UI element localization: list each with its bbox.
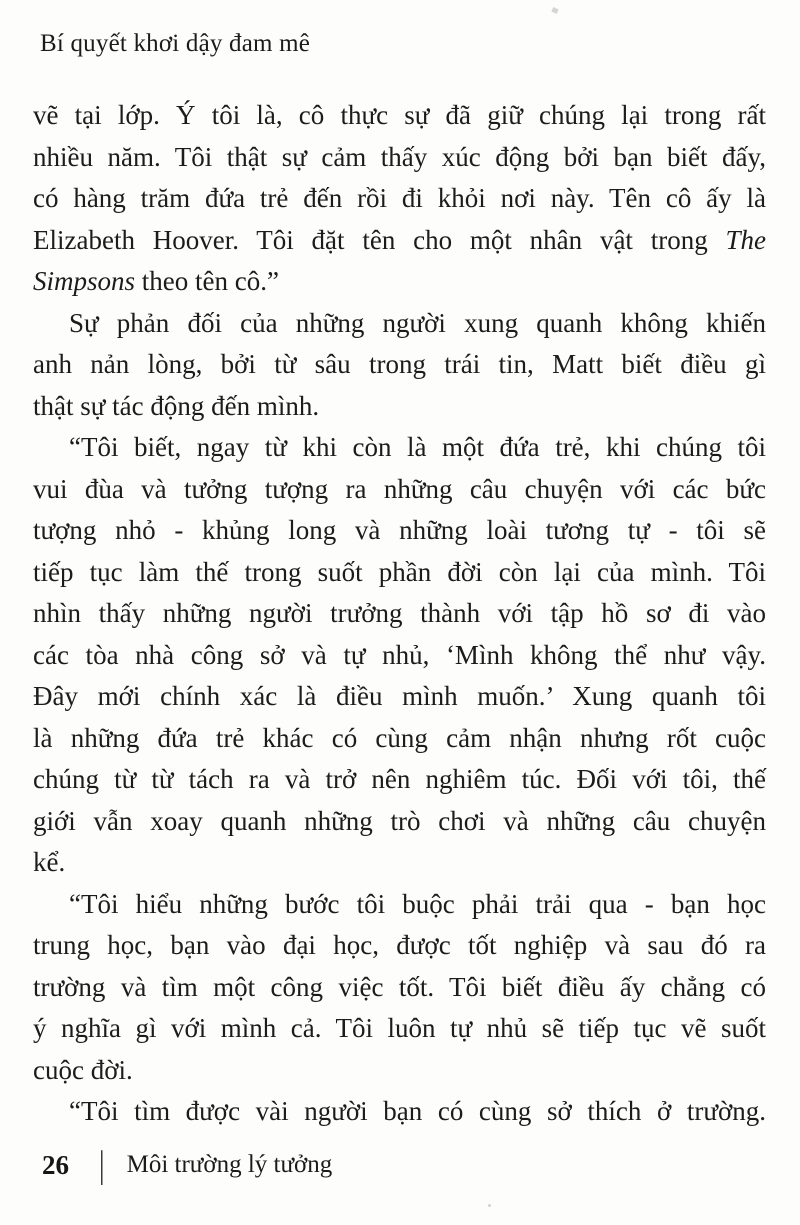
text-run: anh nản lòng, bởi từ sâu trong trái tin, Matt biết điều gì — [33, 349, 766, 379]
text-line — [33, 1008, 766, 1050]
text-line — [33, 303, 766, 345]
text-line — [33, 801, 766, 843]
text-run: chúng từ từ tách ra và trở nên nghiêm túc. Đối với tôi, thế — [33, 764, 766, 794]
text-line — [33, 925, 766, 967]
text-line — [33, 552, 766, 594]
text-line — [33, 469, 766, 511]
paragraph — [33, 95, 766, 303]
text-line — [33, 1091, 766, 1133]
text-run: “Tôi biết, ngay từ khi còn là một đứa trẻ, khi chúng tôi — [69, 432, 766, 462]
text-line — [33, 842, 766, 884]
text-line — [33, 718, 766, 760]
text-line — [33, 635, 766, 677]
footer-section-title: Môi trường lý tưởng — [126, 1151, 333, 1178]
footer-divider: | — [99, 1144, 105, 1186]
italic-text-run: The — [725, 224, 766, 255]
text-run: vẽ tại lớp. Ý tôi là, cô thực sự đã giữ chúng lại trong rất — [33, 100, 766, 130]
text-run: nhiều năm. Tôi thật sự cảm thấy xúc động bởi bạn biết đấy, — [33, 141, 766, 172]
text-run: “Tôi tìm được vài người bạn có cùng sở thích ở trường. — [69, 1096, 766, 1126]
text-line — [33, 386, 766, 428]
text-run: cuộc đời. — [33, 1054, 133, 1085]
text-run: trung học, bạn vào đại học, được tốt nghiệp và sau đó ra — [33, 930, 766, 960]
text-run: là những đứa trẻ khác có cùng cảm nhận nhưng rốt cuộc — [33, 722, 766, 753]
text-line — [33, 220, 766, 262]
paragraph — [33, 303, 766, 428]
page-body — [33, 95, 766, 1133]
text-run: có hàng trăm đứa trẻ đến rồi đi khỏi nơi này. Tên cô ấy là — [33, 183, 766, 213]
running-header: Bí quyết khơi dậy đam mê — [40, 30, 311, 57]
text-line — [33, 95, 766, 137]
text-run: tiếp tục làm thế trong suốt phần đời còn lại của mình. Tôi — [33, 556, 766, 587]
text-run: ý nghĩa gì với mình cả. Tôi luôn tự nhủ sẽ tiếp tục vẽ suốt — [33, 1013, 766, 1043]
text-run: Đây mới chính xác là điều mình muốn.’ Xung quanh tôi — [33, 681, 766, 711]
paragraph — [33, 427, 766, 884]
text-run: trường và tìm một công việc tốt. Tôi biết điều ấy chẳng có — [33, 971, 766, 1002]
text-run: nhìn thấy những người trưởng thành với tập hồ sơ đi vào — [33, 598, 766, 628]
text-run: thật sự tác động đến mình. — [33, 390, 320, 421]
text-run: “Tôi hiểu những bước tôi buộc phải trải qua - bạn học — [69, 888, 766, 919]
text-run: Sự phản đối của những người xung quanh không khiến — [69, 307, 766, 338]
text-run: các tòa nhà công sở và tự nhủ, ‘Mình không thể như vậy. — [33, 639, 766, 670]
text-line — [33, 261, 766, 303]
paragraph — [33, 1091, 766, 1133]
scan-artifact — [488, 1204, 491, 1207]
page-number: 26 — [42, 1149, 69, 1180]
text-line — [33, 1050, 766, 1092]
text-line — [33, 344, 766, 386]
scan-artifact — [551, 7, 559, 14]
text-line — [33, 427, 766, 469]
text-line — [33, 967, 766, 1009]
text-line — [33, 759, 766, 801]
text-line — [33, 884, 766, 926]
page-footer — [42, 1146, 332, 1184]
text-line — [33, 593, 766, 635]
text-line — [33, 510, 766, 552]
text-run: theo tên cô.” — [135, 266, 279, 296]
text-line — [33, 676, 766, 718]
text-run: tượng nhỏ - khủng long và những loài tương tự - tôi sẽ — [33, 515, 766, 545]
text-line — [33, 137, 766, 179]
italic-text-run: Simpsons — [33, 266, 136, 296]
text-run: vui đùa và tưởng tượng ra những câu chuyện với các bức — [33, 473, 766, 504]
text-line — [33, 178, 766, 220]
text-run: kể. — [33, 847, 66, 877]
text-run: giới vẫn xoay quanh những trò chơi và những câu chuyện — [33, 805, 766, 836]
paragraph — [33, 884, 766, 1092]
text-run: Elizabeth Hoover. Tôi đặt tên cho một nhân vật trong — [33, 224, 726, 255]
